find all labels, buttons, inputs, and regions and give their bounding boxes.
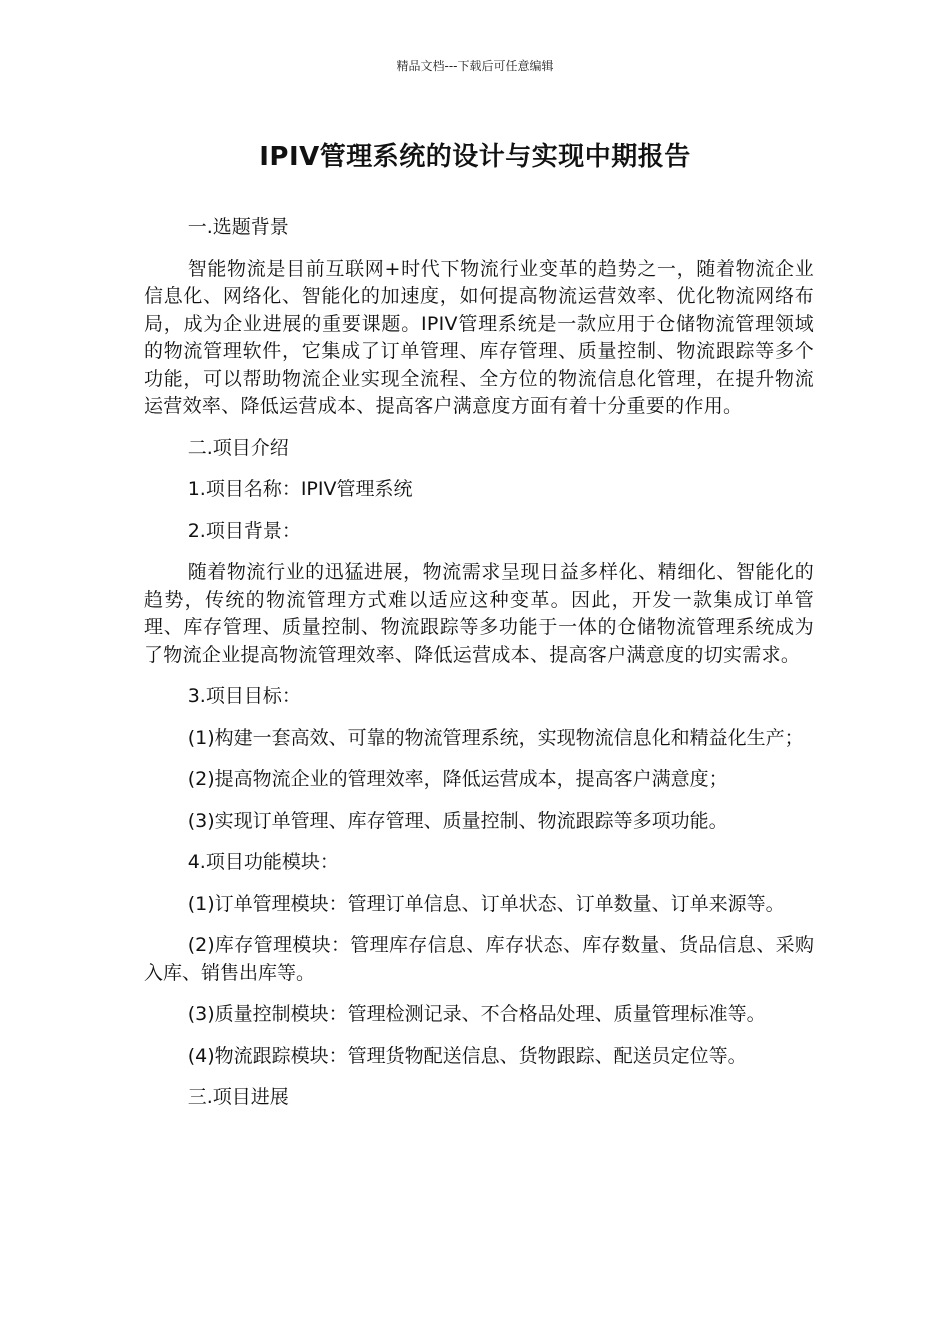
module-item-inventory: (2)库存管理模块：管理库存信息、库存状态、库存数量、货品信息、采购入库、销售出库等。	[144, 934, 814, 984]
goal-item-2: (2)提高物流企业的管理效率，降低运营成本，提高客户满意度；	[187, 768, 728, 790]
section-heading-progress: 三.项目进展	[187, 1086, 289, 1108]
goal-item-1: (1)构建一套高效、可靠的物流管理系统，实现物流信息化和精益化生产；	[187, 726, 804, 749]
module-item-order: (1)订单管理模块：管理订单信息、订单状态、订单数量、订单来源等。	[187, 892, 785, 915]
document-body	[144, 214, 814, 1126]
section-heading-project-intro: 二.项目介绍	[187, 436, 289, 459]
document-title: IPIV管理系统的设计与实现中期报告	[259, 142, 691, 172]
project-goals-heading: 3.项目目标：	[187, 685, 301, 707]
header-note: 精品文档---下载后可任意编辑	[396, 59, 554, 73]
project-name-line: 1.项目名称：IPIV管理系统	[187, 478, 413, 500]
section-heading-background: 一.选题背景	[187, 216, 289, 238]
module-item-quality: (3)质量控制模块：管理检测记录、不合格品处理、质量管理标准等。	[187, 1003, 766, 1025]
function-modules-heading: 4.项目功能模块：	[187, 851, 339, 873]
project-background-heading: 2.项目背景：	[187, 519, 301, 542]
goal-item-3: (3)实现订单管理、库存管理、质量控制、物流跟踪等多项功能。	[187, 809, 728, 832]
background-paragraph: 智能物流是目前互联网+时代下物流行业变革的趋势之一，随着物流企业信息化、网络化、智能化的加速度，如何提高物流运营效率、优化物流网络布局，成为企业进展的重要课题。IPIV管理系统是一款应用于仓储物流管理领域的物流管理软件，它集成了订单管理、库存管理、质量控制、物流跟踪等多个功能，可以帮助物流企业实现全流程、全方位的物流信息化管理，在提升物流运营效率、降低运营成本、提高客户满意度方面有着十分重要的作用。	[144, 257, 814, 417]
project-background-paragraph: 随着物流行业的迅猛进展，物流需求呈现日益多样化、精细化、智能化的趋势，传统的物流管理方式难以适应这种变革。因此，开发一款集成订单管理、库存管理、质量控制、物流跟踪等多功能于一体的仓储物流管理系统成为了物流企业提高物流管理效率、降低运营成本、提高客户满意度的切实需求。	[144, 561, 814, 666]
module-item-tracking: (4)物流跟踪模块：管理货物配送信息、货物跟踪、配送员定位等。	[187, 1044, 747, 1067]
